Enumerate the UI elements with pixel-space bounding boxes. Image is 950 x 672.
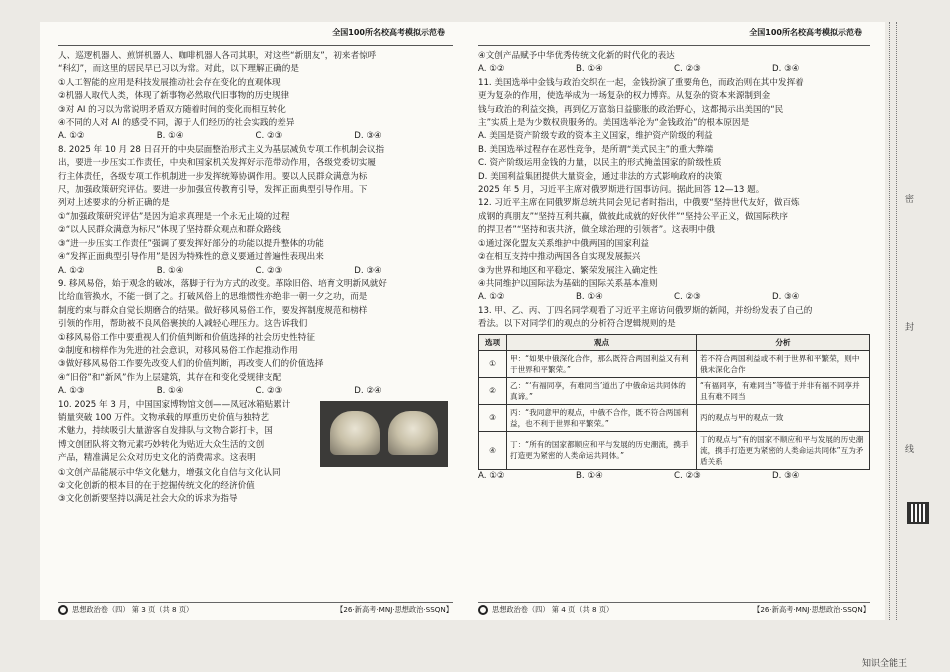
answer-option: C. ②③	[255, 265, 283, 276]
table-cell: 丙的观点与甲的观点一致	[697, 404, 870, 431]
q11-line: 11. 美国选举中金钱与政治交织在一起，金钱扮演了重要角色，而政治则在其中发挥着	[478, 77, 804, 88]
crown-magnet-image	[388, 411, 438, 455]
q9-line: ②制度和榜样作为先进的社会意识，对移风易俗工作起推动作用	[58, 345, 298, 356]
table-row	[479, 377, 870, 404]
table-cell: ①	[479, 350, 507, 377]
page-3-body	[58, 46, 453, 507]
q9-line: 比给血管换水，不能一倒了之。打破风俗上的思维惯性亦绝非一朝一夕之功，而是	[58, 292, 368, 303]
table-cell: “有福同享，有难同当”等值于并非有福不同享并且有难不同当	[697, 377, 870, 404]
answer-option: B. ①④	[576, 470, 603, 481]
crown-magnet-image	[330, 411, 380, 455]
series-title: 全国100所名校高考模拟示范卷	[332, 28, 445, 37]
q13-table	[478, 334, 870, 470]
seal-mark: 封	[905, 323, 915, 333]
answer-option: D. ②④	[354, 386, 382, 397]
table-cell: 若不符合两国利益或不利于世界和平繁荣，则中俄未深化合作	[697, 350, 870, 377]
q9-line: ③做好移风易俗工作要先改变人们的价值判断，再改变人们的价值选择	[58, 359, 324, 370]
answer-options	[478, 291, 870, 304]
q7-line: ②机器人取代人类，体现了新事物必然取代旧事物的历史规律	[58, 91, 290, 102]
q10-line: 产品，精准满足公众对历史文化的消费需求。这表明	[58, 453, 256, 464]
page-footer	[478, 602, 870, 616]
answer-option: A. ①②	[478, 64, 505, 75]
answer-option: B. ①④	[156, 265, 184, 276]
q9-line: ①移风易俗工作中要重视人们价值判断和价值选择的社会历史性特征	[58, 332, 315, 343]
table-cell: 甲：“如果中俄深化合作，那么既符合两国利益又有利于世界和平繁荣。”	[507, 350, 697, 377]
q9-line: 引领的作用，帮助被不良风俗裹挟的人减轻心理压力。这告诉我们	[58, 319, 308, 330]
answer-option: B. ①④	[156, 131, 184, 142]
q10-text	[58, 399, 308, 467]
q10-line: 术魅力，持续吸引大量游客自发排队与文物合影打卡，国	[58, 426, 273, 437]
table-header: 分析	[697, 334, 870, 350]
table-cell: 乙：“‘有福同享，有难同当’道出了中俄命运共同体的真谛。”	[507, 377, 697, 404]
q7-line: 人、巡逻机器人、煎饼机器人、咖啡机器人各司其职，对这些“新朋友”，初来者惊呼	[58, 51, 377, 61]
q12-line: ②在相互支持中推动两国各自实现发展振兴	[478, 252, 641, 263]
table-row	[479, 350, 870, 377]
q8-line: ①“加强政策研究评估”是因为追求真理是一个永无止境的过程	[58, 211, 290, 222]
answer-option: B. ①④	[576, 64, 603, 75]
table-cell: ②	[479, 377, 507, 404]
seal-line	[889, 22, 897, 620]
q12-line: ③为世界和地区和平稳定、繁荣发展注入确定性	[478, 265, 658, 276]
page-header	[478, 22, 870, 46]
answer-option: C. ②③	[255, 386, 283, 397]
series-title: 全国100所名校高考模拟示范卷	[749, 28, 862, 37]
table-row	[479, 431, 870, 469]
table-header: 选项	[479, 334, 507, 350]
q8-line: 8. 2025 年 10 月 28 日召开的中央层面整治形式主义为基层减负专项工作机制会议指	[58, 144, 385, 155]
q8-line: 行主体责任，各级专项工作机制进一步发挥统筹协调作用。要以人民群众满意为标	[58, 171, 368, 182]
q8-line: 尺，加强政策研究评估。要进一步加强宣传教育引导，发挥正面典型引导作用。下	[58, 185, 368, 196]
answer-options	[58, 130, 453, 143]
seal-mark: 密	[905, 195, 915, 205]
q10-line: 销量突破 100 万件。文物承载的厚重历史价值与独特艺	[58, 412, 269, 423]
q9-line: 9. 移风易俗，始于观念的破冰，落脚于行为方式的改变。革除旧俗、培育文明新风就好	[58, 278, 387, 289]
q13-line: 看法。以下对同学们的观点的分析符合逻辑规则的是	[478, 319, 676, 330]
table-cell: 丁：“所有的国家都顺应和平与发展的历史潮流，携手打造更为紧密的人类命运共同体。”	[507, 431, 697, 469]
answer-option: D. ③④	[772, 64, 800, 75]
q7-line: ④不同的人对 AI 的感受不同，源于人们经历的社会实践的差异	[58, 118, 295, 129]
page-footer	[58, 602, 453, 616]
answer-option: D. ③④	[772, 292, 800, 303]
q13-line: 13. 甲、乙、丙、丁四名同学观看了习近平主席访问俄罗斯的新闻，并纷纷发表了自己的	[478, 305, 813, 316]
page-number: 思想政治卷（四） 第 4 页（共 8 页）	[492, 605, 614, 614]
q10-line: 10. 2025 年 3 月，中国国家博物馆文创——凤冠冰箱贴累计	[58, 399, 291, 410]
q7-line: ③对 AI 的习以为常说明矛盾双方随着时间的变化而相互转化	[58, 104, 286, 115]
q11-line: 主”实质上是为少数权贵服务的。美国选举沦为“金钱政治”的根本原因是	[478, 118, 750, 129]
answer-options	[478, 470, 870, 483]
answer-option: B. ①④	[576, 292, 603, 303]
q10-item: ①文创产品能展示中华文化魅力，增强文化自信与文化认同	[58, 467, 281, 478]
q11-line: B. 美国选举过程存在恶性竞争，是所谓“美式民主”的重大弊端	[478, 144, 714, 155]
table-cell: ③	[479, 404, 507, 431]
page-4-body	[478, 46, 870, 483]
exam-code: 【26·新高考·MNJ·思想政治·SSQN】	[753, 605, 870, 614]
table-row	[479, 404, 870, 431]
q10-item: ④文创产品赋予中华优秀传统文化新的时代化的表达	[478, 51, 675, 61]
answer-option: D. ③④	[354, 131, 382, 142]
q11-line: 钱与政治的利益交换，再到亿万富翁日益膨胀的政治野心，这都揭示出美国的“民	[478, 104, 784, 115]
q7-line: “科幻”，而这里的居民早已习以为常。对此，以下理解正确的是	[58, 64, 299, 75]
brand-logo-icon	[478, 605, 488, 615]
exam-code: 【26·新高考·MNJ·思想政治·SSQN】	[336, 605, 453, 614]
q8-line: ②“以人民群众满意为标尺”体现了坚持群众观点和群众路线	[58, 225, 281, 236]
table-cell: 丁的观点与“有的国家不顺应和平与发展的历史潮流，携手打造更为紧密的人类命运共同体”互为矛盾关系	[697, 431, 870, 469]
q11-line: C. 资产阶级运用金钱的力量，以民主的形式掩盖国家的阶级性质	[478, 158, 722, 169]
q12-line: 12. 习近平主席在同俄罗斯总统共同会见记者时指出，中俄要“坚持世代友好，做百炼	[478, 198, 800, 209]
answer-option: A. ①②	[58, 265, 85, 276]
page-3	[58, 22, 453, 620]
answer-option: C. ②③	[674, 292, 701, 303]
q10-item: ③文化创新要坚持以满足社会大众的诉求为指导	[58, 494, 238, 505]
q12-line: 的捍卫者”“坚持和衷共济，做全球治理的引领者”。这表明中俄	[478, 225, 715, 236]
answer-options	[58, 265, 453, 278]
page-number: 思想政治卷（四） 第 3 页（共 8 页）	[72, 605, 194, 614]
answer-option: A. ①②	[58, 131, 85, 142]
q10-line: 博文创团队将文物元素巧妙转化为贴近大众生活的文创	[58, 439, 265, 450]
q8-line: ④“发挥正面典型引导作用”是因为特殊性的意义要通过普遍性表现出来	[58, 252, 324, 263]
qr-code-icon	[907, 502, 929, 524]
q9-line: 制度约束与群众自觉长期磨合的结果。做好移风易俗工作，要发挥制度规范和榜样	[58, 305, 368, 316]
table-header: 观点	[507, 334, 697, 350]
phoenix-crown-photo	[320, 401, 448, 467]
q11-line: A. 美国是资产阶级专政的资本主义国家，维护资产阶级的利益	[478, 131, 713, 142]
binding-margin	[885, 22, 950, 620]
answer-option: A. ①③	[58, 386, 85, 397]
answer-option: C. ②③	[674, 64, 701, 75]
answer-option: C. ②③	[674, 470, 701, 481]
answer-option: A. ①②	[478, 470, 505, 481]
exam-sheet	[40, 22, 885, 620]
q11-line: D. 美国利益集团提供大量资金，通过非法的方式影响政府的决策	[478, 171, 723, 182]
answer-option: A. ①②	[478, 292, 505, 303]
q11-line: 2025 年 5 月，习近平主席对俄罗斯进行国事访问。据此回答 12—13 题。	[478, 185, 765, 196]
page-header	[58, 22, 453, 46]
q11-line: 更为复杂的作用，使选举成为一场复杂的权力博弈。从复杂的资本来源制到金	[478, 91, 771, 102]
page-4	[478, 22, 870, 620]
q10-item: ②文化创新的根本目的在于挖掘传统文化的经济价值	[58, 480, 255, 491]
table-cell: ④	[479, 431, 507, 469]
answer-option: D. ③④	[354, 265, 382, 276]
q8-line: 出，要进一步压实工作责任，中央和国家机关发挥好示范带动作用，各级党委切实履	[58, 158, 376, 169]
q7-line: ①人工智能的应用是科技发展推动社会存在变化的直观体现	[58, 77, 281, 88]
q9-line: ④“旧俗”和“新风”作为上层建筑，其存在和变化受规律支配	[58, 372, 282, 383]
seal-mark: 线	[905, 445, 915, 455]
brand-logo-icon	[58, 605, 68, 615]
answer-option: D. ③④	[772, 470, 800, 481]
q8-line: 列对上述要求的分析正确的是	[58, 198, 170, 209]
q8-line: ③“进一步压实工作责任”强调了要发挥好部分的功能以提升整体的功能	[58, 238, 324, 249]
answer-option: C. ②③	[255, 131, 283, 142]
q12-line: ④共同维护以国际法为基础的国际关系基本准则	[478, 278, 658, 289]
answer-options	[478, 63, 870, 76]
answer-option: B. ①④	[156, 386, 184, 397]
q12-line: 成钢的真朋友”“坚持互利共赢，做彼此成就的好伙伴”“坚持公平正义，做国际秩序	[478, 211, 788, 222]
q10-stem	[58, 399, 453, 467]
answer-options	[58, 385, 453, 398]
q12-line: ①通过深化盟友关系维护中俄两国的国家利益	[478, 238, 649, 249]
watermark: 知识全能王	[862, 659, 908, 669]
table-cell: 丙：“我同意甲的观点，中俄不合作，既不符合两国利益，也不利于世界和平繁荣。”	[507, 404, 697, 431]
